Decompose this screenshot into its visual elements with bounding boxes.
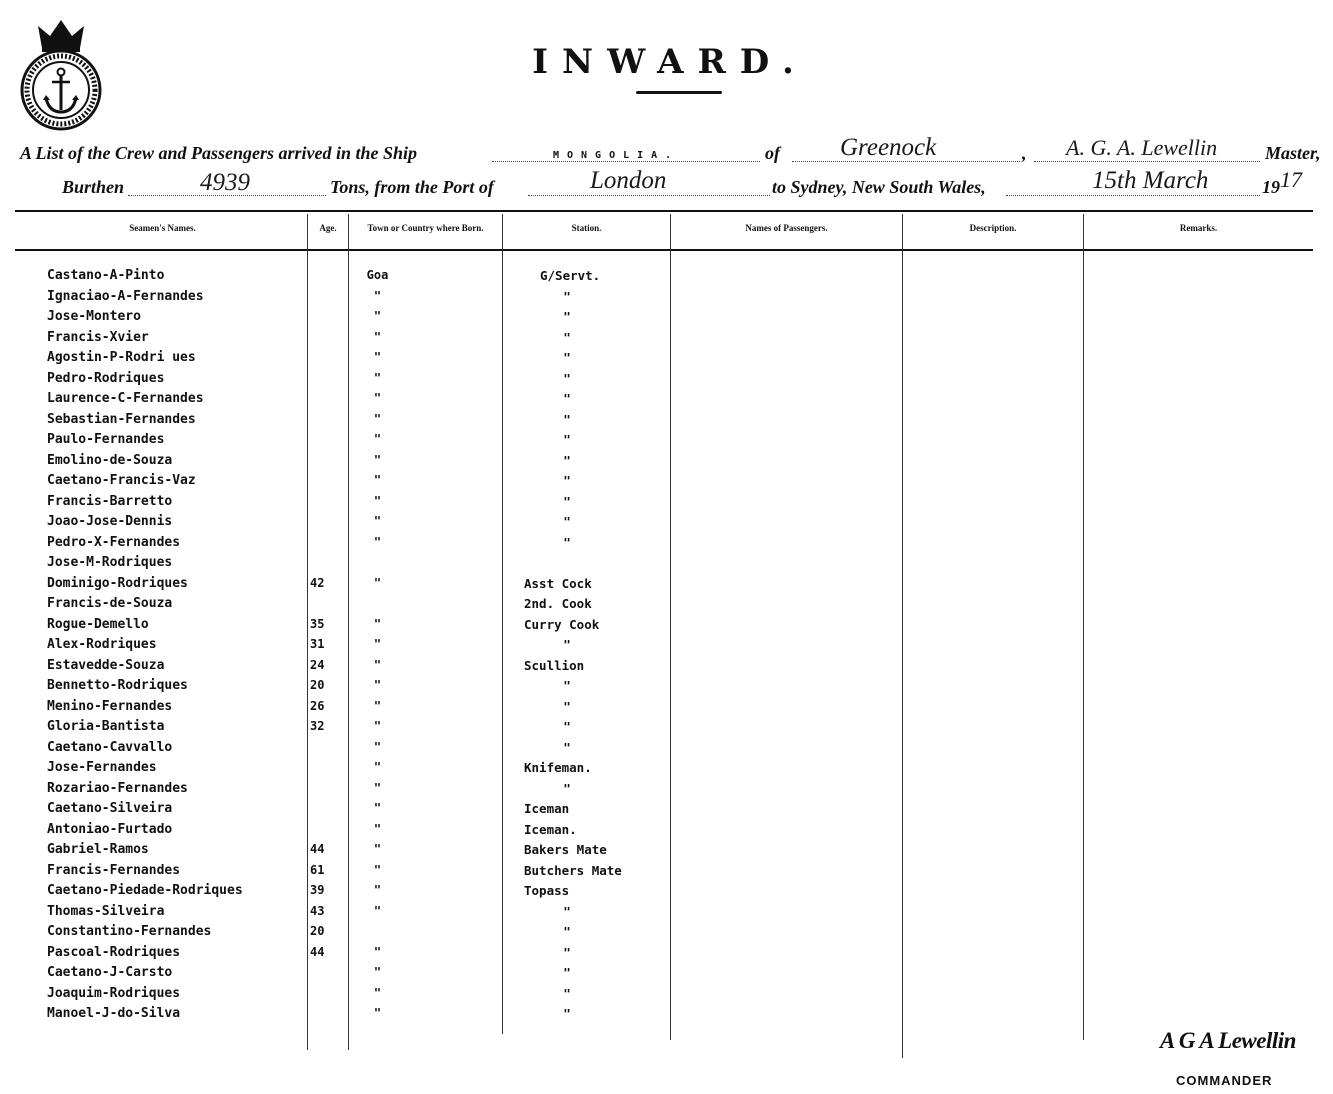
crew-name: Paulo-Fernandes	[47, 432, 165, 447]
crew-name: Francis-de-Souza	[47, 596, 173, 611]
column-header-seamen-names: Seamen's Names.	[129, 223, 196, 233]
crew-name: Joaquim-Rodriques	[47, 985, 181, 1001]
crew-name: Joao-Jose-Dennis	[47, 514, 173, 529]
crew-station: Iceman.	[524, 821, 577, 837]
crew-name: Menino-Fernandes	[47, 698, 173, 714]
crew-name: Jose-Montero	[47, 309, 141, 324]
destination-label: to Sydney, New South Wales,	[772, 177, 986, 197]
column-header-passenger-names: Names of Passengers.	[745, 223, 828, 233]
document-title: INWARD.	[532, 42, 808, 82]
crew-station: "	[563, 985, 571, 1001]
crew-age: 61	[310, 862, 325, 877]
crew-name: Alex-Rodriques	[47, 637, 157, 652]
crew-station: Curry Cook	[524, 616, 600, 632]
crew-age: 32	[310, 719, 325, 733]
crew-age: 20	[310, 924, 325, 938]
port-of-registry: Greenock	[840, 134, 937, 161]
burthen-value: 4939	[200, 169, 250, 196]
from-port: London	[590, 167, 667, 194]
crew-station: "	[563, 473, 571, 488]
comma-separator: ,	[1022, 143, 1027, 163]
crew-station: Asst Cock	[524, 575, 592, 591]
master-name: A. G. A. Lewellin	[1066, 135, 1218, 160]
crew-station: "	[563, 514, 571, 529]
crew-birthplace: "	[373, 411, 382, 426]
crew-name: Caetano-Francis-Vaz	[47, 473, 196, 488]
crew-birthplace: "	[373, 391, 382, 405]
crew-name: Francis-Barretto	[47, 493, 173, 509]
crew-name: Laurence-C-Fernandes	[47, 391, 204, 406]
commander-signature: A G A Lewellin	[1160, 1028, 1296, 1053]
crew-station: "	[563, 719, 571, 734]
crew-station: "	[563, 350, 571, 365]
crew-name: Agostin-P-Rodri ues	[47, 350, 196, 365]
crew-station: Bakers Mate	[524, 842, 607, 857]
crew-station: "	[563, 288, 571, 304]
date-fill-line	[1006, 195, 1260, 196]
table-header-rule	[15, 249, 1313, 251]
crew-station: "	[563, 370, 571, 386]
title-underline	[636, 91, 722, 94]
crew-birthplace: "	[373, 657, 382, 672]
column-header-birthplace: Town or Country where Born.	[367, 223, 484, 233]
crew-station: "	[563, 739, 571, 755]
crew-birthplace: "	[373, 739, 382, 754]
crew-station: "	[563, 432, 571, 447]
ship-name: MONGOLIA.	[553, 150, 680, 161]
commander-label: COMMANDER	[1176, 1073, 1273, 1088]
crew-station: "	[563, 452, 571, 468]
crew-birthplace: "	[373, 903, 382, 918]
crew-name: Antoniao-Furtado	[47, 821, 173, 837]
crew-name: Emolino-de-Souza	[47, 452, 173, 468]
crew-name: Caetano-Cavvallo	[47, 739, 173, 755]
crew-age: 31	[310, 637, 325, 651]
crew-age: 42	[310, 575, 325, 590]
crew-name: Manoel-J-do-Silva	[47, 1006, 181, 1021]
crew-birthplace: "	[373, 985, 382, 1000]
column-header-station: Station.	[571, 223, 602, 233]
crew-birthplace: "	[373, 637, 382, 651]
column-divider	[902, 214, 903, 1058]
column-header-remarks: Remarks.	[1179, 223, 1218, 233]
crew-age: 24	[310, 657, 325, 672]
crew-age: 44	[310, 944, 325, 959]
crew-name: Francis-Fernandes	[47, 862, 181, 878]
tons-label: Tons, from the Port of	[330, 177, 494, 197]
crew-birthplace: "	[373, 821, 382, 836]
crew-name: Caetano-Silveira	[47, 801, 173, 816]
crew-birthplace: "	[373, 452, 382, 467]
crew-birthplace: "	[373, 780, 382, 795]
crew-name: Pascoal-Rodriques	[47, 944, 181, 960]
crew-station: "	[563, 924, 571, 939]
crew-birthplace: "	[373, 1006, 382, 1020]
crew-station: "	[563, 391, 571, 406]
column-divider	[307, 214, 308, 1050]
arrival-date: 15th March	[1092, 167, 1209, 194]
column-header-description: Description.	[969, 223, 1017, 233]
crew-birthplace: "	[373, 801, 382, 815]
crew-birthplace: "	[373, 842, 382, 856]
crew-station: "	[563, 534, 571, 550]
seal-icon	[18, 10, 104, 132]
crew-station: "	[563, 329, 571, 345]
crew-station: "	[563, 678, 571, 693]
crew-name: Jose-M-Rodriques	[47, 555, 173, 570]
crew-age: 20	[310, 678, 325, 692]
crew-station: "	[563, 309, 571, 324]
crew-station: "	[563, 411, 571, 427]
ship-fill-line	[492, 161, 760, 162]
crew-birthplace: "	[373, 698, 382, 713]
crew-name: Dominigo-Rodriques	[47, 575, 188, 591]
master-fill-line	[1034, 161, 1260, 162]
burthen-label: Burthen	[62, 177, 125, 197]
crew-age: 35	[310, 616, 325, 631]
crew-birthplace: "	[373, 288, 382, 303]
list-heading: A List of the Crew and Passengers arrived in the Ship	[20, 143, 418, 163]
column-header-age: Age.	[319, 223, 337, 233]
crew-birthplace: "	[373, 575, 382, 590]
crew-station: G/Servt.	[540, 268, 601, 283]
crew-station: Topass	[524, 883, 570, 898]
crew-station: "	[563, 965, 571, 980]
crew-station: "	[563, 903, 571, 919]
of-label: of	[765, 143, 780, 163]
crew-birthplace: "	[373, 309, 382, 323]
crew-birthplace: "	[373, 678, 382, 692]
crew-station: "	[563, 493, 571, 509]
crew-age: 44	[310, 842, 325, 856]
crew-station: Knifeman.	[524, 760, 592, 775]
crew-name: Estavedde-Souza	[47, 657, 165, 673]
crew-station: 2nd. Cook	[524, 596, 592, 611]
crew-station: Butchers Mate	[524, 862, 622, 878]
column-divider	[502, 214, 503, 1034]
crew-name: Caetano-J-Carsto	[47, 965, 173, 980]
year-suffix: 17	[1280, 167, 1302, 192]
column-divider	[348, 214, 349, 1050]
crew-birthplace: "	[373, 329, 382, 344]
crew-birthplace: "	[373, 432, 382, 446]
crew-name: Rogue-Demello	[47, 616, 149, 632]
crew-name: Pedro-X-Fernandes	[47, 534, 181, 550]
crew-birthplace: "	[373, 473, 382, 487]
crew-birthplace: "	[373, 719, 382, 733]
crew-name: Pedro-Rodriques	[47, 370, 165, 386]
crew-name: Francis-Xvier	[47, 329, 149, 345]
crew-birthplace: "	[373, 883, 382, 897]
crew-name: Thomas-Silveira	[47, 903, 165, 919]
crew-birthplace: "	[373, 534, 382, 549]
crew-age: 43	[310, 903, 325, 918]
crew-birthplace: "	[373, 616, 382, 631]
crew-station: Scullion	[524, 657, 585, 673]
crew-station: Iceman	[524, 801, 570, 816]
master-label: Master,	[1265, 143, 1321, 163]
crew-birthplace: "	[373, 493, 382, 508]
crew-station: "	[563, 1006, 571, 1021]
crew-name: Gabriel-Ramos	[47, 842, 149, 857]
column-divider	[670, 214, 671, 1040]
crew-age: 39	[310, 883, 325, 897]
crew-birthplace: "	[373, 862, 382, 877]
crew-station: "	[563, 944, 571, 960]
crew-birthplace: Goa	[366, 268, 389, 282]
crew-name: Gloria-Bantista	[47, 719, 165, 734]
crew-birthplace: "	[373, 370, 382, 385]
crew-name: Bennetto-Rodriques	[47, 678, 188, 693]
table-top-rule	[15, 210, 1313, 212]
crew-age: 26	[310, 698, 325, 713]
crew-station: "	[563, 698, 571, 714]
crew-station: "	[563, 637, 571, 652]
crew-name: Sebastian-Fernandes	[47, 411, 196, 427]
crew-name: Ignaciao-A-Fernandes	[47, 288, 204, 304]
from-port-fill-line	[528, 195, 770, 196]
column-divider	[1083, 214, 1084, 1040]
crew-station: "	[563, 780, 571, 796]
crew-name: Caetano-Piedade-Rodriques	[47, 883, 243, 898]
crew-birthplace: "	[373, 514, 382, 528]
crew-birthplace: "	[373, 350, 382, 364]
crew-birthplace: "	[373, 944, 382, 959]
crew-name: Castano-A-Pinto	[47, 268, 165, 283]
crew-birthplace: "	[373, 965, 382, 979]
year-prefix: 19	[1262, 177, 1280, 197]
crew-birthplace: "	[373, 760, 382, 774]
crew-name: Rozariao-Fernandes	[47, 780, 188, 796]
crew-name: Constantino-Fernandes	[47, 924, 212, 939]
crew-name: Jose-Fernandes	[47, 760, 157, 775]
